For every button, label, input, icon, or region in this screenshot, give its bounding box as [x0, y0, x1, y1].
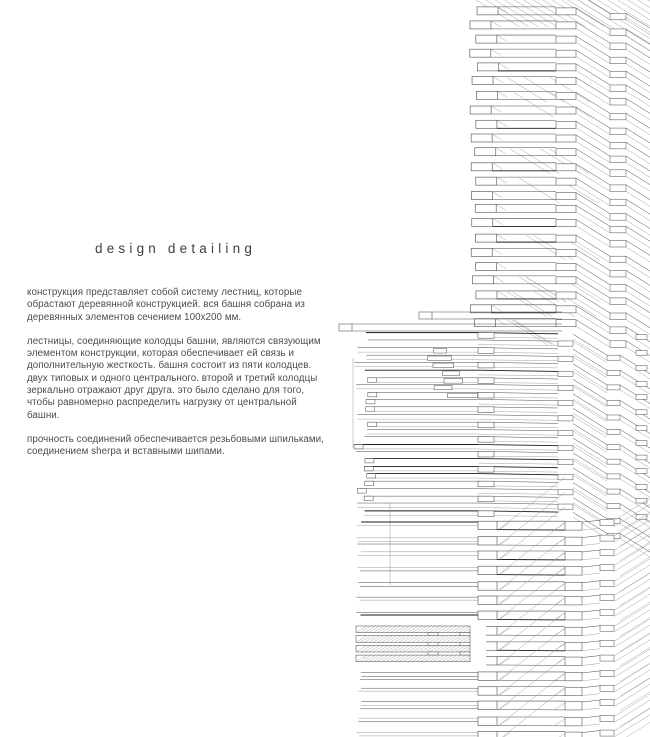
body-paragraph-construction: конструкция представляет собой систему лестниц, которые обрастают деревянной конструкцией. вся башня собрана из деревянных элементов сечением 100x200 мм.	[27, 287, 305, 323]
text-column	[27, 241, 329, 471]
body-paragraph-joints: прочность соединений обеспечивается резьбовыми шпильками, соединением sherpa и вставными шипами.	[27, 433, 324, 458]
page-title: design detailing	[95, 241, 257, 256]
body-paragraph-stairs: лестницы, соединяющие колодцы башни, являются связующим элементом конструкции, которая обеспечивает ей связь и дополнительную жесткость. башня состоит из пяти колодцев. двух типовых и одного центрального. второй и третий колодцы зеркально отражают друг друга. это было сделано для того, чтобы равномерно распределить нагрузку от центральной башни.	[27, 335, 321, 421]
